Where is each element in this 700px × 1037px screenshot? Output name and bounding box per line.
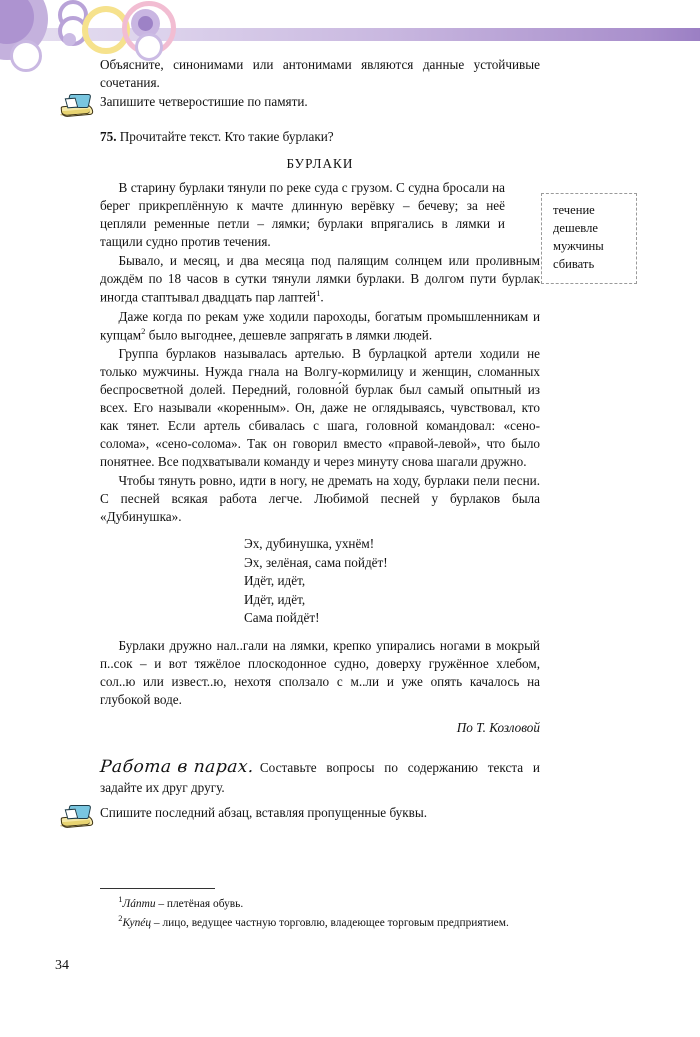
header-decoration (0, 0, 700, 52)
footnote-marker: 1 (118, 894, 123, 904)
footnotes (100, 888, 640, 931)
vocabulary-word: мужчины (553, 238, 604, 253)
vocabulary-word: дешевле (553, 220, 598, 235)
exercise-75-heading (100, 128, 540, 146)
pair-work-text: Составьте вопросы по содержанию текста и задайте их друг другу. (100, 759, 540, 795)
page-content (100, 56, 540, 822)
footnote-item (100, 912, 640, 931)
footnote-ref-1: 1 (316, 288, 321, 299)
story-attribution: По Т. Козловой (456, 719, 540, 735)
task-explain: Объясните, синонимами или антонимами являются данные устойчивые сочетания. (100, 57, 540, 90)
song-line: Идёт, идёт, (244, 591, 306, 607)
task-write-quatrain (100, 93, 540, 111)
story-paragraph: Чтобы тянуть ровно, идти в ногу, не дремать на ходу, бурлаки пели песни. С песней всякая работа легче. Любимой песней у бурлаков была «Дубинушка». (100, 473, 540, 525)
story-paragraph (100, 308, 540, 344)
story-paragraph: Группа бурлаков называлась артелью. В бурлацкой артели ходили не только мужчины. Нужда гнала на Волгу-кормилицу и женщин, сломанных беспросветной долей. Передний, головно́й бурлак был самый опытный из всех. Его называли «коренным». Он, даже не оглядываясь, чувствовал, кто как тянет. Если артель сбивалась с шага, головной командовал: «сено-солома», «сено-солома». Так он говорил вместо «правой-левой», что было понятнее. Все подхватывали команду и через минуту снова шагали дружно. (100, 346, 540, 470)
song-line: Эх, дубинушка, ухнём! (244, 536, 375, 552)
footnote-marker: 2 (118, 912, 123, 923)
footnote-item (100, 893, 640, 912)
story-paragraph-tail: . (320, 289, 324, 305)
story-paragraph: В старину бурлаки тянули по реке суда с грузом. С судна бросали на берег прикреплённую к мачте длинную верёвку – бечеву; за неё цепляли ременные петли – лямки; бурлаки впрягались в лямки и тащили судно против течения. (100, 180, 505, 249)
story-paragraph-tail: было выгоднее, дешевле запрягать в лямки людей. (145, 327, 433, 343)
footnote-definition: – плетёная обувь. (155, 897, 244, 910)
exercise-prompt: Прочитайте текст. Кто такие бурлаки? (119, 129, 334, 145)
pair-work-heading: Работа в парах. (99, 756, 255, 777)
footnote-separator (100, 888, 215, 889)
tiny-disc-c-icon (63, 33, 76, 46)
song-line: Идёт, идёт, (244, 573, 306, 589)
song-verse (100, 535, 540, 627)
song-line: Сама пойдёт! (244, 610, 320, 626)
task-copy-label: Спишите последний абзац, вставляя пропущенные буквы. (100, 804, 428, 820)
pair-work-line (100, 756, 540, 797)
small-lilac-ring-icon (10, 40, 42, 72)
task-write-quatrain-label: Запишите четверостишие по памяти. (100, 94, 308, 110)
vocabulary-word: сбивать (553, 256, 595, 271)
footnote-term: Лáпти (122, 897, 156, 910)
footnote-definition: – лицо, ведущее частную торговлю, владеющее торговым предприятием. (151, 916, 509, 929)
books-icon (60, 91, 94, 117)
footnote-term: Купéц (122, 916, 152, 929)
page-number: 34 (55, 958, 69, 973)
purple-pupil-disc-icon (138, 16, 153, 31)
story-paragraph-text: Даже когда по рекам уже ходили пароходы, богатым промышленникам и купцам (100, 308, 540, 343)
pair-work-task (100, 756, 540, 797)
story-paragraph-text: Бывало, и месяц, и два месяца под палящим солнцем или проливным дождём по 18 часов в сутки тянули лямки бурлаки. В долгом пути бурлак иногда стаптывал двадцать пар лаптей (100, 253, 540, 305)
story-paragraph: Бурлаки дружно нал..гали на лямки, крепко упирались ногами в мокрый п..сок – и вот тяжёлое плоскодонное судно, доверху гружённое хлебом, сол..ю или извест..ю, нехотя сползало с м..ли и уже опять качалось на глубокой воде. (100, 637, 540, 707)
books-icon (60, 802, 94, 828)
story-title: БУРЛАКИ (286, 156, 354, 172)
vocabulary-word: течение (553, 203, 595, 217)
song-line: Эх, зелёная, сама пойдёт! (244, 554, 388, 570)
vocabulary-box (541, 193, 637, 284)
exercise-number: 75. (100, 129, 117, 145)
story-paragraph (100, 252, 540, 306)
task-copy-paragraph (100, 804, 540, 822)
footnote-ref-2: 2 (141, 325, 146, 336)
